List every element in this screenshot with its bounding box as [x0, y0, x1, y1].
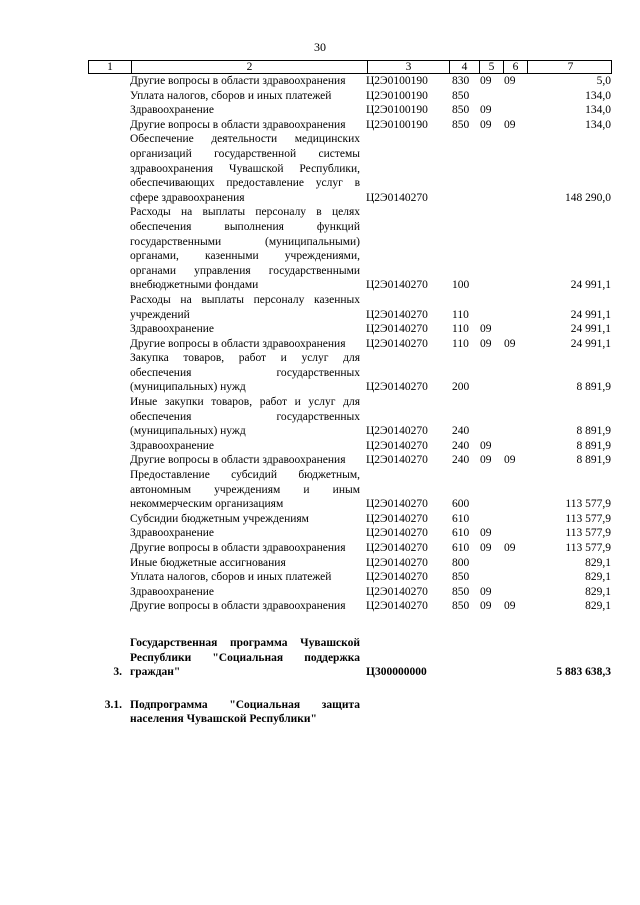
row-name: Обеспечение деятельности медицинских организаций государственной системы здравоохранения Чувашской Республики, обеспечивающих предоставление услуг в сфере здравоохранения [130, 133, 360, 204]
row-code: Ц2Э0140270 [366, 498, 428, 511]
row-name: Другие вопросы в области здравоохранения [130, 337, 346, 350]
row-name: Расходы на выплаты персоналу в целях обеспечения выполнения функций государственными (муниципальными) органами, казенными учреждениями, органами управления государственными внебюджетными фондами [130, 206, 360, 292]
row-code: Ц2Э0100190 [366, 75, 428, 87]
row-subsection: 09 [504, 454, 516, 467]
row-section: 09 [480, 542, 492, 554]
row-sum: 829,1 [585, 556, 611, 569]
row-expense-type: 850 [452, 571, 470, 584]
row-code: Ц2Э0140270 [366, 191, 428, 204]
table-row [88, 132, 612, 205]
row-expense-type: 610 [452, 527, 470, 540]
row-code: Ц2Э0140270 [366, 308, 428, 321]
budget-table [88, 60, 612, 727]
row-expense-type: 110 [452, 337, 469, 350]
table-row [88, 293, 612, 322]
row-section: 09 [480, 323, 492, 336]
row-sum: 134,0 [585, 89, 611, 102]
row-sum: 113 577,9 [565, 542, 611, 554]
row-subsection: 09 [504, 600, 516, 613]
program-code: Ц300000000 [366, 666, 427, 679]
table-row [88, 103, 612, 118]
row-code: Ц2Э0140270 [366, 323, 428, 336]
row-sum: 134,0 [585, 104, 611, 117]
table-row [88, 322, 612, 337]
row-sum: 24 991,1 [570, 323, 611, 336]
row-section: 09 [480, 337, 492, 350]
header-col-7: 7 [527, 61, 613, 73]
row-code: Ц2Э0100190 [366, 104, 428, 117]
row-expense-type: 610 [452, 542, 470, 554]
row-name: Иные закупки товаров, работ и услуг для обеспечения государственных (муниципальных) нужд [130, 396, 360, 438]
row-sum: 5,0 [596, 75, 611, 87]
row-name: Другие вопросы в области здравоохранения [130, 454, 346, 467]
row-code: Ц2Э0140270 [366, 512, 428, 525]
row-sum: 24 991,1 [570, 337, 611, 350]
table-row [88, 439, 612, 454]
row-subsection: 09 [504, 337, 516, 350]
table-row [88, 570, 612, 585]
row-expense-type: 850 [452, 118, 470, 131]
row-expense-type: 830 [452, 75, 470, 87]
row-sum: 829,1 [585, 571, 611, 584]
table-row [88, 89, 612, 104]
row-name: Здравоохранение [130, 439, 215, 452]
row-name: Закупка товаров, работ и услуг для обеспечения государственных (муниципальных) нужд [130, 352, 360, 394]
table-row [88, 556, 612, 571]
row-sum: 24 991,1 [570, 308, 611, 321]
row-name: Расходы на выплаты персоналу казенных учреждений [130, 293, 360, 321]
row-sum: 8 891,9 [576, 454, 611, 467]
header-col-2: 2 [131, 61, 367, 73]
subprogram-number: 3.1. [104, 698, 122, 711]
row-name: Другие вопросы в области здравоохранения [130, 118, 346, 131]
header-col-6: 6 [503, 61, 527, 73]
row-name: Другие вопросы в области здравоохранения [130, 600, 346, 613]
row-name: Здравоохранение [130, 323, 215, 336]
row-sum: 113 577,9 [565, 498, 611, 511]
row-code: Ц2Э0140270 [366, 542, 428, 554]
row-code: Ц2Э0140270 [366, 571, 428, 584]
table-header [88, 60, 612, 74]
row-sum: 8 891,9 [576, 425, 611, 438]
row-name: Предоставление субсидий бюджетным, автономным учреждениям и иным некоммерческим организациям [130, 469, 360, 511]
row-code: Ц2Э0100190 [366, 118, 428, 131]
row-code: Ц2Э0140270 [366, 527, 428, 540]
page-number: 30 [314, 40, 326, 54]
row-sum: 134,0 [585, 118, 611, 131]
row-sum: 829,1 [585, 600, 611, 613]
table-row [88, 395, 612, 439]
row-code: Ц2Э0140270 [366, 454, 428, 467]
row-sum: 113 577,9 [565, 512, 611, 525]
subprogram-row [88, 698, 612, 727]
row-name: Иные бюджетные ассигнования [130, 556, 286, 569]
row-code: Ц2Э0140270 [366, 425, 428, 438]
row-expense-type: 110 [452, 308, 469, 321]
row-expense-type: 240 [452, 439, 470, 452]
row-expense-type: 240 [452, 454, 470, 467]
table-body [88, 74, 612, 614]
row-sum: 8 891,9 [576, 439, 611, 452]
row-expense-type: 600 [452, 498, 470, 511]
row-code: Ц2Э0140270 [366, 337, 428, 350]
header-col-5: 5 [479, 61, 503, 73]
row-name: Здравоохранение [130, 104, 215, 117]
row-name: Уплата налогов, сборов и иных платежей [130, 89, 332, 102]
row-section: 09 [480, 104, 492, 117]
row-code: Ц2Э0140270 [366, 381, 428, 394]
row-expense-type: 850 [452, 89, 470, 102]
row-code: Ц2Э0140270 [366, 585, 428, 598]
table-row [88, 526, 612, 541]
row-code: Ц2Э0140270 [366, 556, 428, 569]
header-col-1: 1 [107, 61, 113, 73]
table-row [88, 337, 612, 352]
row-sum: 148 290,0 [565, 191, 611, 204]
row-expense-type: 850 [452, 104, 470, 117]
row-code: Ц2Э0140270 [366, 439, 428, 452]
row-expense-type: 850 [452, 600, 470, 613]
table-row [88, 468, 612, 512]
row-code: Ц2Э0100190 [366, 89, 428, 102]
row-expense-type: 100 [452, 279, 470, 292]
row-name: Здравоохранение [130, 585, 215, 598]
row-subsection: 09 [504, 118, 516, 131]
row-subsection: 09 [504, 542, 516, 554]
row-section: 09 [480, 75, 492, 87]
row-expense-type: 110 [452, 323, 469, 336]
table-row [88, 74, 612, 89]
program-name: Государственная программа Чувашской Республики "Социальная поддержка граждан" [130, 636, 360, 679]
row-sum: 24 991,1 [570, 279, 611, 292]
row-section: 09 [480, 527, 492, 540]
header-col-3: 3 [367, 61, 449, 73]
table-row [88, 453, 612, 468]
row-sum: 113 577,9 [565, 527, 611, 540]
row-expense-type: 240 [452, 425, 470, 438]
row-section: 09 [480, 600, 492, 613]
table-row [88, 512, 612, 527]
row-name: Другие вопросы в области здравоохранения [130, 75, 346, 87]
row-sum: 829,1 [585, 585, 611, 598]
row-expense-type: 610 [452, 512, 470, 525]
subprogram-name: Подпрограмма "Социальная защита населения Чувашской Республики" [130, 698, 360, 726]
row-section: 09 [480, 439, 492, 452]
table-row [88, 599, 612, 614]
row-name: Другие вопросы в области здравоохранения [130, 542, 346, 554]
row-code: Ц2Э0140270 [366, 600, 428, 613]
row-code: Ц2Э0140270 [366, 279, 428, 292]
row-sum: 8 891,9 [576, 381, 611, 394]
table-row [88, 118, 612, 133]
program-number: 3. [113, 666, 122, 679]
row-section: 09 [480, 454, 492, 467]
row-expense-type: 200 [452, 381, 470, 394]
program-row [88, 636, 612, 680]
header-col-4: 4 [449, 61, 479, 73]
row-section: 09 [480, 118, 492, 131]
row-section: 09 [480, 585, 492, 598]
row-subsection: 09 [504, 75, 516, 87]
row-name: Уплата налогов, сборов и иных платежей [130, 571, 332, 584]
table-row [88, 541, 612, 556]
program-sum: 5 883 638,3 [556, 666, 611, 679]
row-name: Субсидии бюджетным учреждениям [130, 512, 309, 525]
table-row [88, 351, 612, 395]
table-row [88, 585, 612, 600]
row-name: Здравоохранение [130, 527, 215, 540]
table-row [88, 205, 612, 293]
row-expense-type: 850 [452, 585, 470, 598]
row-expense-type: 800 [452, 556, 470, 569]
